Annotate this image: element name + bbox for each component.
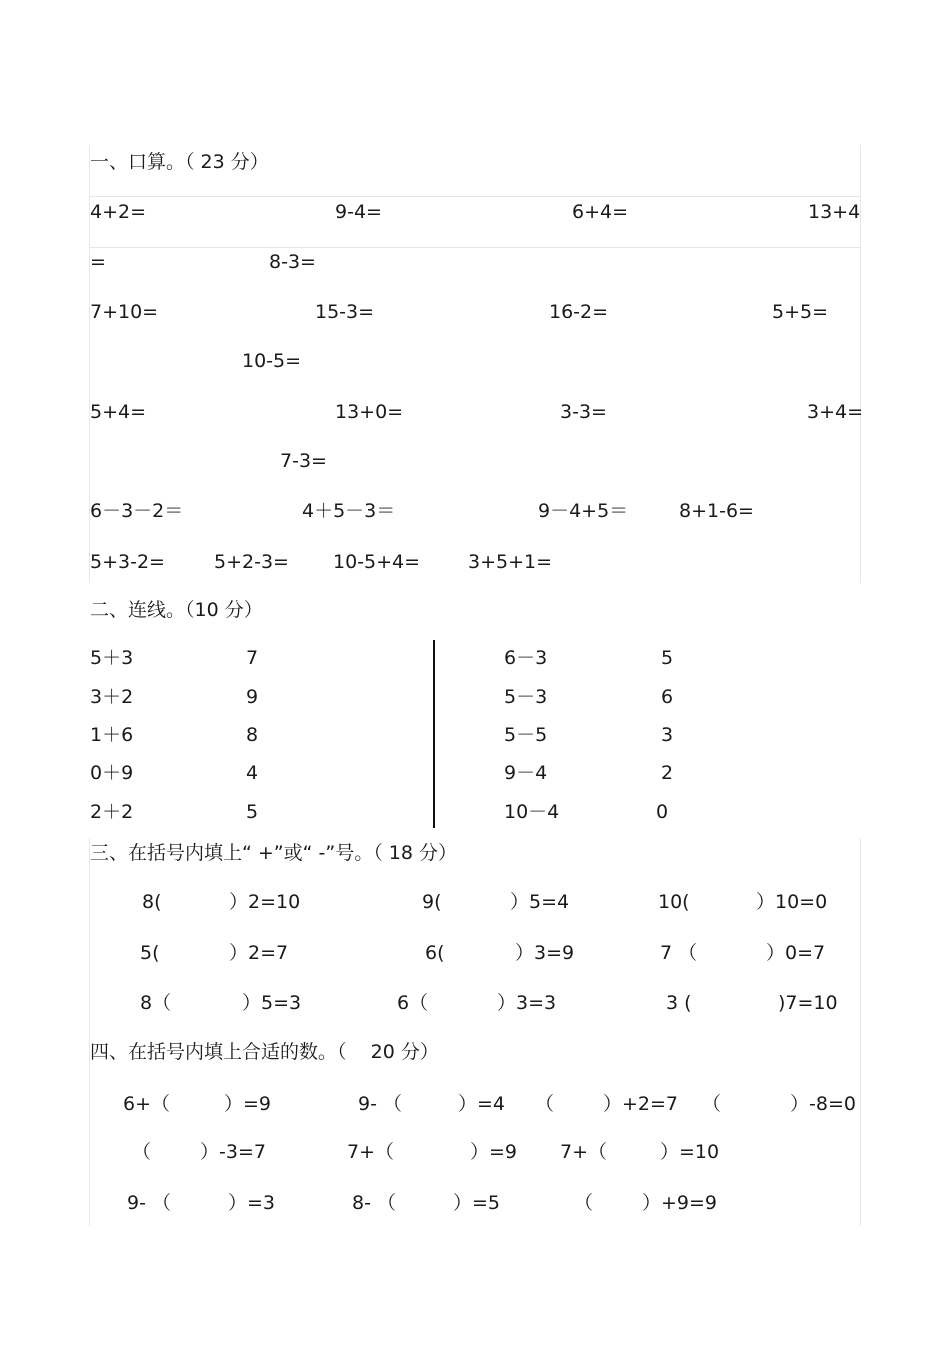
arithmetic-item: 13+4 — [808, 201, 861, 223]
fill-number-left: （ — [132, 1141, 152, 1163]
fill-sign-left: 5( — [140, 942, 160, 964]
page-right-guide-lower — [860, 838, 861, 1226]
matching-right-number: 2 — [661, 762, 674, 784]
fill-sign-left: 6（ — [397, 992, 429, 1014]
arithmetic-item: 5+4= — [90, 401, 147, 423]
matching-divider — [433, 640, 435, 828]
fill-sign-right: )7=10 — [778, 992, 838, 1014]
section-1-heading: 一、口算。（ 23 分） — [90, 151, 269, 173]
fill-sign-left: 8（ — [140, 992, 172, 1014]
matching-right-number: 6 — [661, 686, 674, 708]
fill-number-right: ）=3 — [228, 1192, 276, 1214]
fill-number-right: ）+2=7 — [603, 1093, 679, 1115]
matching-left-number: 7 — [246, 647, 259, 669]
arithmetic-item: 7-3= — [280, 450, 327, 472]
matching-left-expression: 1＋6 — [90, 724, 134, 746]
matching-right-expression: 10－4 — [504, 801, 560, 823]
fill-number-right: ）+9=9 — [642, 1192, 718, 1214]
arithmetic-item: 10-5+4= — [333, 551, 421, 573]
fill-number-right: ）=9 — [224, 1093, 272, 1115]
fill-number-left: 7+（ — [560, 1141, 608, 1163]
fill-sign-left: 9( — [422, 891, 442, 913]
fill-sign-right: ）0=7 — [766, 942, 826, 964]
fill-sign-right: ）2=10 — [229, 891, 301, 913]
matching-left-number: 9 — [246, 686, 259, 708]
fill-number-left: 8- （ — [352, 1192, 396, 1214]
arithmetic-item: 8+1-6= — [679, 500, 754, 522]
matching-right-number: 0 — [656, 801, 669, 823]
fill-sign-left: 3 ( — [666, 992, 692, 1014]
arithmetic-item: 3-3= — [560, 401, 607, 423]
arithmetic-item: 16-2= — [549, 301, 609, 323]
row-rule — [89, 247, 861, 248]
arithmetic-item: 9-4= — [335, 201, 382, 223]
matching-right-expression: 6－3 — [504, 647, 548, 669]
fill-number-left: （ — [535, 1093, 555, 1115]
fill-sign-right: ）10=0 — [756, 891, 828, 913]
fill-sign-right: ）3=3 — [497, 992, 557, 1014]
fill-sign-left: 6( — [425, 942, 445, 964]
arithmetic-item: 4+2= — [90, 201, 147, 223]
arithmetic-item: 8-3= — [269, 251, 316, 273]
matching-right-expression: 5－3 — [504, 686, 548, 708]
fill-number-left: 6+（ — [123, 1093, 171, 1115]
fill-number-left: 9- （ — [358, 1093, 402, 1115]
matching-left-number: 8 — [246, 724, 259, 746]
matching-right-expression: 5－5 — [504, 724, 548, 746]
arithmetic-item: 3+5+1= — [468, 551, 553, 573]
arithmetic-item: = — [90, 251, 106, 273]
fill-number-left: 7+（ — [347, 1141, 395, 1163]
fill-sign-right: ）2=7 — [229, 942, 289, 964]
matching-left-expression: 3＋2 — [90, 686, 134, 708]
section-2-heading: 二、连线。（10 分） — [90, 599, 263, 621]
matching-left-number: 5 — [246, 801, 259, 823]
fill-number-right: ）=5 — [453, 1192, 501, 1214]
arithmetic-item: 7+10= — [90, 301, 159, 323]
arithmetic-item: 9－4+5＝ — [538, 500, 629, 522]
fill-sign-right: ）3=9 — [515, 942, 575, 964]
matching-right-number: 3 — [661, 724, 674, 746]
arithmetic-item: 13+0= — [335, 401, 404, 423]
fill-number-right: ）-8=0 — [790, 1093, 856, 1115]
arithmetic-item: 6－3－2＝ — [90, 500, 184, 522]
matching-left-expression: 2＋2 — [90, 801, 134, 823]
arithmetic-item: 3+4= — [807, 401, 864, 423]
arithmetic-item: 10-5= — [242, 350, 302, 372]
section-4-heading: 四、在括号内填上合适的数。（ 20 分） — [90, 1041, 439, 1063]
arithmetic-item: 4＋5－3＝ — [302, 500, 396, 522]
fill-sign-right: ）5=3 — [242, 992, 302, 1014]
fill-number-right: ）-3=7 — [200, 1141, 266, 1163]
page-left-guide-lower — [89, 838, 90, 1226]
fill-number-left: 9- （ — [127, 1192, 171, 1214]
arithmetic-item: 5+5= — [772, 301, 829, 323]
fill-sign-left: 7 （ — [660, 942, 698, 964]
fill-sign-right: ）5=4 — [510, 891, 570, 913]
matching-right-number: 5 — [661, 647, 674, 669]
arithmetic-item: 15-3= — [315, 301, 375, 323]
fill-sign-left: 8( — [142, 891, 162, 913]
fill-number-right: ）=10 — [660, 1141, 720, 1163]
arithmetic-item: 5+2-3= — [214, 551, 289, 573]
arithmetic-item: 5+3-2= — [90, 551, 165, 573]
fill-number-left: （ — [574, 1192, 594, 1214]
matching-left-expression: 5＋3 — [90, 647, 134, 669]
fill-sign-left: 10( — [658, 891, 690, 913]
matching-left-expression: 0＋9 — [90, 762, 134, 784]
fill-number-right: ）=4 — [458, 1093, 506, 1115]
fill-number-right: ）=9 — [470, 1141, 518, 1163]
fill-number-left: （ — [702, 1093, 722, 1115]
row-rule — [89, 196, 861, 197]
matching-left-number: 4 — [246, 762, 259, 784]
section-3-heading: 三、在括号内填上“ +”或“ -”号。（ 18 分） — [90, 842, 457, 864]
arithmetic-item: 6+4= — [572, 201, 629, 223]
matching-right-expression: 9－4 — [504, 762, 548, 784]
